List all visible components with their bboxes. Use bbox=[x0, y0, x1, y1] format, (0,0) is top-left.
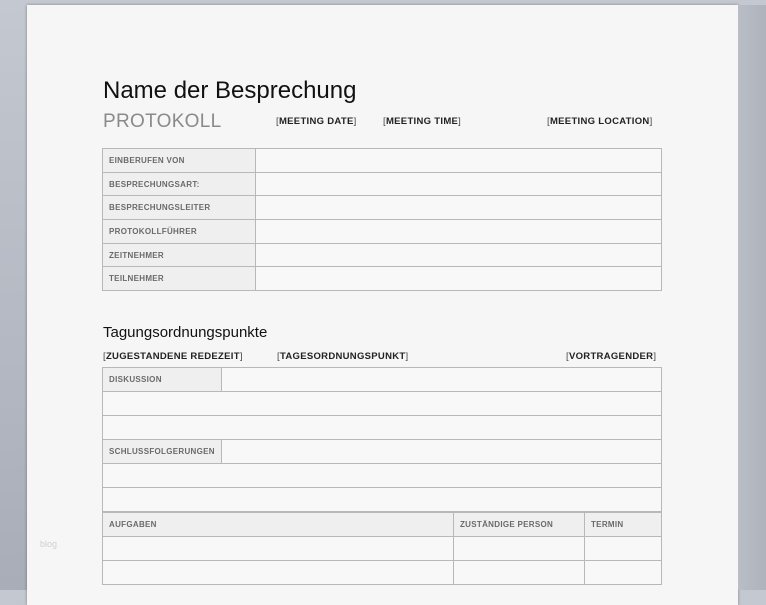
deadline-cell[interactable] bbox=[585, 561, 662, 585]
scrollbar-area[interactable] bbox=[738, 5, 766, 590]
deadline-header: TERMIN bbox=[585, 513, 662, 537]
discussion-cell[interactable] bbox=[222, 368, 662, 392]
task-cell[interactable] bbox=[103, 561, 454, 585]
conclusions-cell[interactable] bbox=[103, 464, 662, 488]
table-row bbox=[103, 149, 662, 173]
table-row bbox=[103, 172, 662, 196]
table-row bbox=[103, 440, 662, 464]
info-label: BESPRECHUNGSLEITER bbox=[103, 196, 256, 220]
tasks-table bbox=[102, 512, 662, 585]
meeting-location-field[interactable]: [MEETING LOCATION] bbox=[547, 116, 653, 127]
presenter-label: VORTRAGENDER bbox=[568, 351, 654, 362]
agenda-section-title: Tagungsordnungspunkte bbox=[103, 324, 268, 341]
info-value-cell[interactable] bbox=[256, 196, 662, 220]
conclusions-cell[interactable] bbox=[222, 440, 662, 464]
table-row bbox=[103, 561, 662, 585]
table-row bbox=[103, 220, 662, 244]
responsible-person-header: ZUSTÄNDIGE PERSON bbox=[454, 513, 585, 537]
table-header-row bbox=[103, 513, 662, 537]
discussion-cell[interactable] bbox=[103, 392, 662, 416]
table-row bbox=[103, 488, 662, 512]
table-row bbox=[103, 464, 662, 488]
table-row bbox=[103, 196, 662, 220]
meeting-date-label: MEETING DATE bbox=[278, 116, 354, 127]
info-value-cell[interactable] bbox=[256, 220, 662, 244]
meeting-location-label: MEETING LOCATION bbox=[549, 116, 650, 127]
info-label: ZEITNEHMER bbox=[103, 243, 256, 267]
discussion-cell[interactable] bbox=[103, 416, 662, 440]
info-value-cell[interactable] bbox=[256, 172, 662, 196]
allotted-time-label: ZUGESTANDENE REDEZEIT bbox=[105, 351, 240, 362]
tasks-header: AUFGABEN bbox=[103, 513, 454, 537]
allotted-time-field[interactable]: [ZUGESTANDENE REDEZEIT] bbox=[103, 351, 243, 362]
table-row bbox=[103, 368, 662, 392]
task-cell[interactable] bbox=[103, 537, 454, 561]
info-label: EINBERUFEN VON bbox=[103, 149, 256, 173]
meeting-date-field[interactable]: [MEETING DATE] bbox=[276, 116, 357, 127]
conclusions-label: SCHLUSSFOLGERUNGEN bbox=[103, 440, 222, 464]
document-subtitle: PROTOKOLL bbox=[103, 111, 222, 132]
conclusions-cell[interactable] bbox=[103, 488, 662, 512]
person-cell[interactable] bbox=[454, 561, 585, 585]
info-value-cell[interactable] bbox=[256, 243, 662, 267]
table-row bbox=[103, 243, 662, 267]
table-row bbox=[103, 537, 662, 561]
discussion-label: DISKUSSION bbox=[103, 368, 222, 392]
table-row bbox=[103, 392, 662, 416]
info-value-cell[interactable] bbox=[256, 149, 662, 173]
deadline-cell[interactable] bbox=[585, 537, 662, 561]
info-label: TEILNEHMER bbox=[103, 267, 256, 291]
table-row bbox=[103, 416, 662, 440]
info-label: BESPRECHUNGSART: bbox=[103, 172, 256, 196]
meeting-info-table bbox=[102, 148, 662, 291]
meeting-time-field[interactable]: [MEETING TIME] bbox=[383, 116, 462, 127]
agenda-item-field[interactable]: [TAGESORDNUNGSPUNKT] bbox=[277, 351, 409, 362]
info-value-cell[interactable] bbox=[256, 267, 662, 291]
discussion-table bbox=[102, 367, 662, 512]
table-row bbox=[103, 267, 662, 291]
watermark: blog bbox=[40, 539, 58, 549]
meeting-title[interactable]: Name der Besprechung bbox=[103, 77, 357, 104]
person-cell[interactable] bbox=[454, 537, 585, 561]
info-label: PROTOKOLLFÜHRER bbox=[103, 220, 256, 244]
agenda-item-label: TAGESORDNUNGSPUNKT bbox=[279, 351, 406, 362]
presenter-field[interactable]: [VORTRAGENDER] bbox=[566, 351, 657, 362]
meeting-time-label: MEETING TIME bbox=[385, 116, 459, 127]
